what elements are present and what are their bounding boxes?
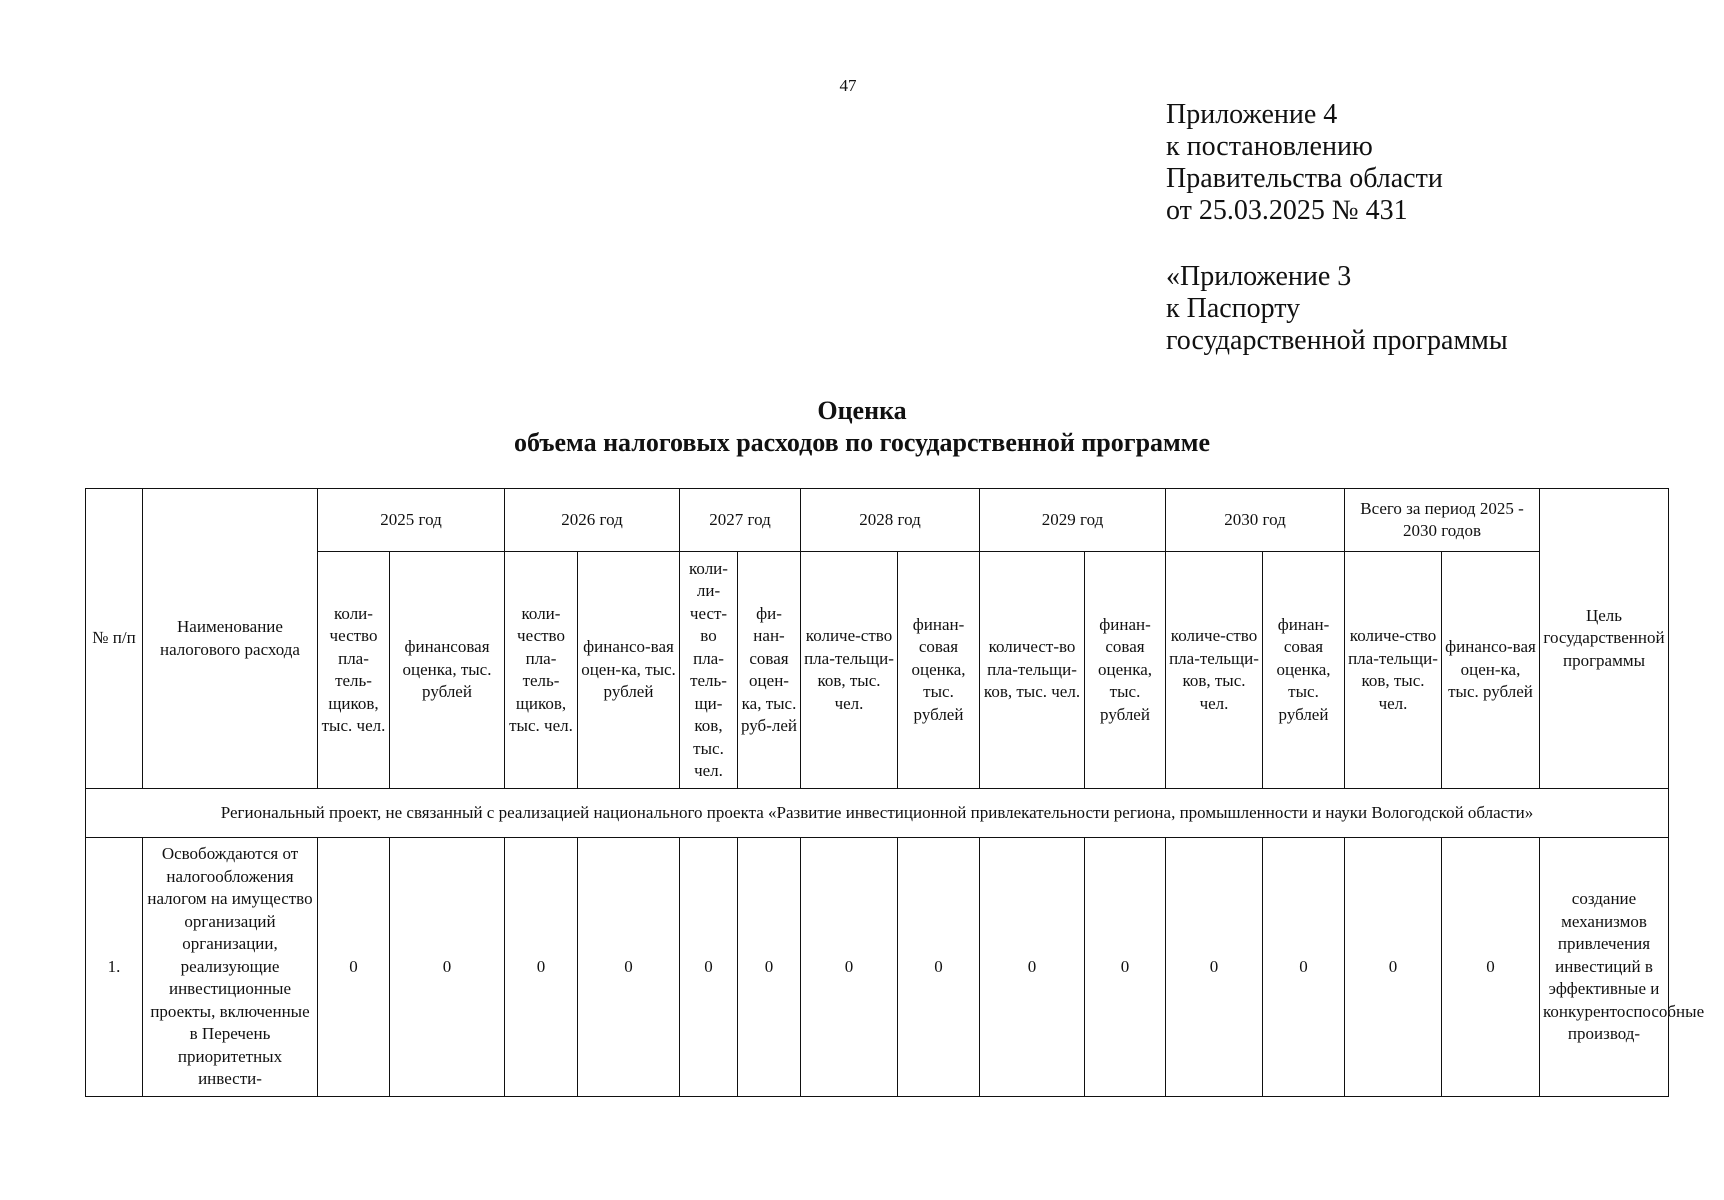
document-title bbox=[0, 395, 1724, 459]
tax-expenditure-table bbox=[85, 488, 1705, 1097]
year-header: 2027 год bbox=[680, 489, 801, 552]
year-header: 2030 год bbox=[1166, 489, 1345, 552]
year-header: 2025 год bbox=[318, 489, 505, 552]
row-value: 0 bbox=[738, 838, 801, 1097]
header-row-years bbox=[86, 489, 1669, 552]
row-value: 0 bbox=[1442, 838, 1540, 1097]
title-line-2: объема налоговых расходов по государственной программе bbox=[513, 428, 1210, 457]
sub-header-payers: коли-чество пла-тель-щиков, тыс. чел. bbox=[318, 552, 390, 789]
row-value: 0 bbox=[898, 838, 980, 1097]
row-value: 0 bbox=[1345, 838, 1442, 1097]
row-value: 0 bbox=[980, 838, 1085, 1097]
sub-header-finance: фи-нан-совая оцен-ка, тыс. руб-лей bbox=[738, 552, 801, 789]
sub-appendix-reference bbox=[1166, 261, 1508, 357]
sub-header-finance: финан-совая оценка, тыс. рублей bbox=[1085, 552, 1166, 789]
sub-header-payers: количе-ство пла-тельщи-ков, тыс. чел. bbox=[1345, 552, 1442, 789]
year-header-total: Всего за период 2025 - 2030 годов bbox=[1345, 489, 1540, 552]
table-row bbox=[86, 838, 1669, 1097]
sub-header-finance: финан-совая оценка, тыс. рублей bbox=[898, 552, 980, 789]
col-header-goal: Цель государственной программы bbox=[1540, 489, 1669, 789]
row-tax-expenditure-name: Освобождаются от налогообложения налогом на имущество организаций организации, реализующие инвестиционные проекты, включенные в Перечень приоритетных инвести- bbox=[143, 838, 318, 1097]
appendix-line: от 25.03.2025 № 431 bbox=[1166, 195, 1408, 226]
sub-header-finance: финансо-вая оцен-ка, тыс. рублей bbox=[578, 552, 680, 789]
year-header: 2026 год bbox=[505, 489, 680, 552]
sub-header-finance: финан-совая оценка, тыс. рублей bbox=[1263, 552, 1345, 789]
row-value: 0 bbox=[578, 838, 680, 1097]
row-number: 1. bbox=[86, 838, 143, 1097]
year-header: 2029 год bbox=[980, 489, 1166, 552]
col-header-name: Наименование налогового расхода bbox=[143, 489, 318, 789]
page-number: 47 bbox=[839, 76, 857, 95]
row-value: 0 bbox=[1085, 838, 1166, 1097]
sub-header-finance: финансо-вая оцен-ка, тыс. рублей bbox=[1442, 552, 1540, 789]
appendix-line: к постановлению bbox=[1166, 131, 1373, 162]
appendix-reference bbox=[1166, 99, 1443, 227]
sub-header-payers: коли-чество пла-тель-щиков, тыс. чел. bbox=[505, 552, 578, 789]
row-value: 0 bbox=[318, 838, 390, 1097]
appendix-line: Приложение 4 bbox=[1166, 99, 1338, 130]
title-line-1: Оценка bbox=[817, 396, 907, 425]
sub-header-payers: количест-во пла-тельщи-ков, тыс. чел. bbox=[980, 552, 1085, 789]
section-title: Региональный проект, не связанный с реализацией национального проекта «Развитие инвестиционной привлекательности региона, промышленности и науки Вологодской области» bbox=[86, 789, 1669, 838]
row-value: 0 bbox=[680, 838, 738, 1097]
year-header: 2028 год bbox=[801, 489, 980, 552]
sub-header-payers: коли-ли-чест-во пла-тель-щи-ков, тыс. чел. bbox=[680, 552, 738, 789]
sub-appendix-line: государственной программы bbox=[1166, 325, 1508, 356]
row-value: 0 bbox=[390, 838, 505, 1097]
row-value: 0 bbox=[1166, 838, 1263, 1097]
row-program-goal: создание механизмов привлечения инвестиций в эффективные и конкурентоспособные производ- bbox=[1540, 838, 1669, 1097]
sub-appendix-line: к Паспорту bbox=[1166, 293, 1301, 324]
sub-header-payers: количе-ство пла-тельщи-ков, тыс. чел. bbox=[801, 552, 898, 789]
row-value: 0 bbox=[1263, 838, 1345, 1097]
header-row-subcolumns bbox=[86, 552, 1669, 789]
row-value: 0 bbox=[505, 838, 578, 1097]
section-row bbox=[86, 789, 1669, 838]
appendix-line: Правительства области bbox=[1166, 163, 1443, 194]
col-header-number: № п/п bbox=[86, 489, 143, 789]
sub-header-finance: финансовая оценка, тыс. рублей bbox=[390, 552, 505, 789]
sub-appendix-line: «Приложение 3 bbox=[1166, 261, 1352, 292]
row-value: 0 bbox=[801, 838, 898, 1097]
sub-header-payers: количе-ство пла-тельщи-ков, тыс. чел. bbox=[1166, 552, 1263, 789]
